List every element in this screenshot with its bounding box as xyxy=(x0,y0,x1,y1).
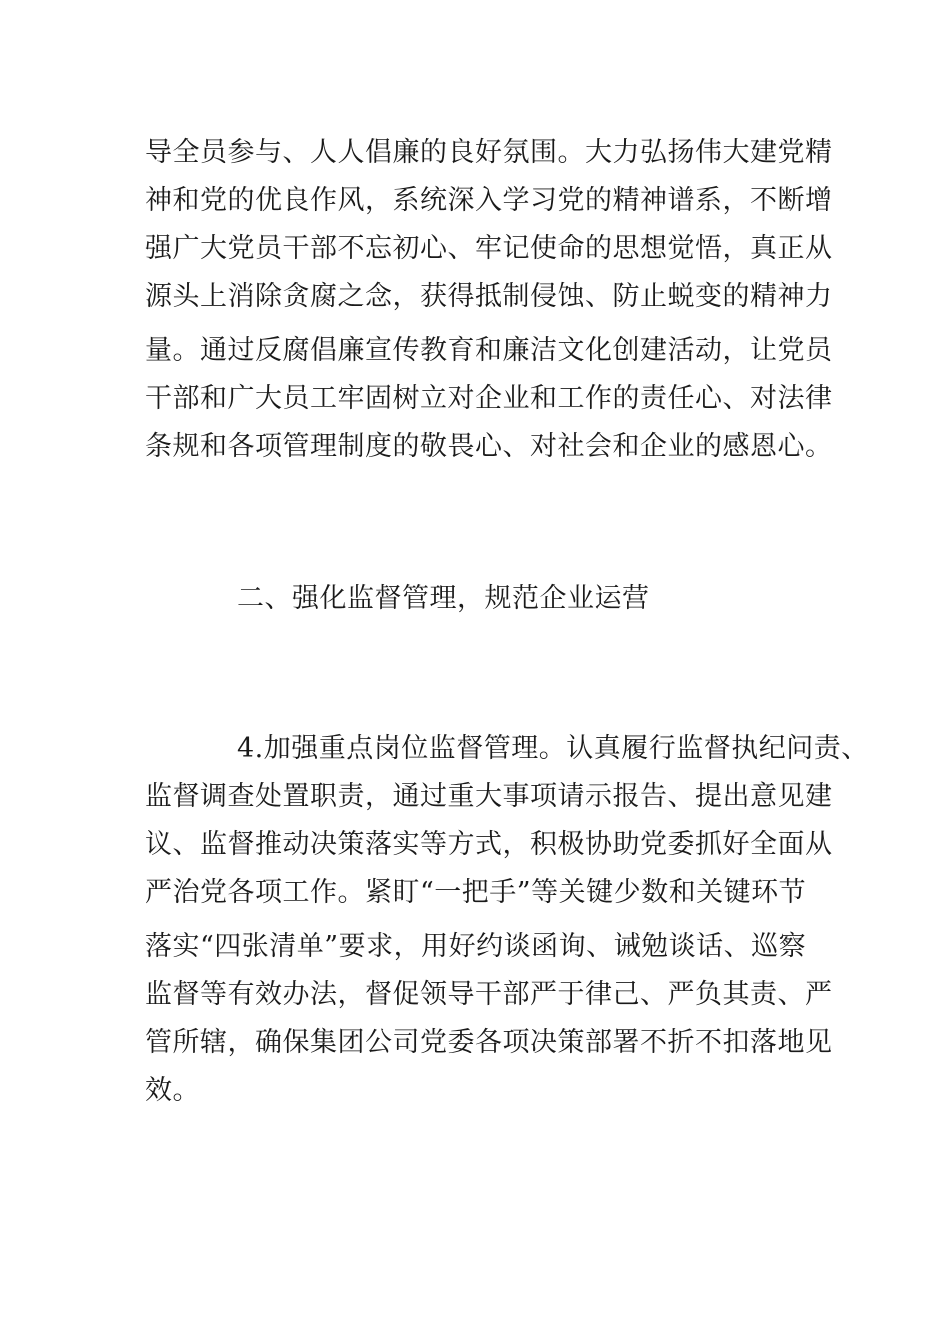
paragraph-line: 效。 xyxy=(145,1075,200,1106)
paragraph-line: 量。通过反腐倡廉宣传教育和廉洁文化创建活动，让党员 xyxy=(145,335,833,366)
paragraph-line: 源头上消除贪腐之念，获得抵制侵蚀、防止蜕变的精神力 xyxy=(145,281,833,312)
paragraph-line: 条规和各项管理制度的敬畏心、对社会和企业的感恩心。 xyxy=(145,431,833,462)
section-heading: 二、强化监督管理，规范企业运营 xyxy=(237,583,650,614)
paragraph-line: 严治党各项工作。紧盯“一把手”等关键少数和关键环节 xyxy=(145,877,807,908)
paragraph-line: 导全员参与、人人倡廉的良好氛围。大力弘扬伟大建党精 xyxy=(145,137,833,168)
paragraph-line: 监督等有效办法，督促领导干部严于律己、严负其责、严 xyxy=(145,979,833,1010)
paragraph-line: 落实“四张清单”要求，用好约谈函询、诫勉谈话、巡察 xyxy=(145,931,807,962)
paragraph-line: 强广大党员干部不忘初心、牢记使命的思想觉悟，真正从 xyxy=(145,233,833,264)
paragraph-line: 管所辖，确保集团公司党委各项决策部署不折不扣落地见 xyxy=(145,1027,833,1058)
paragraph-line: 4.加强重点岗位监督管理。认真履行监督执纪问责、 xyxy=(237,733,869,764)
paragraph-line: 神和党的优良作风，系统深入学习党的精神谱系，不断增 xyxy=(145,185,833,216)
paragraph-line: 议、监督推动决策落实等方式，积极协助党委抓好全面从 xyxy=(145,829,833,860)
paragraph-line: 监督调查处置职责，通过重大事项请示报告、提出意见建 xyxy=(145,781,833,812)
paragraph-line: 干部和广大员工牢固树立对企业和工作的责任心、对法律 xyxy=(145,383,833,414)
